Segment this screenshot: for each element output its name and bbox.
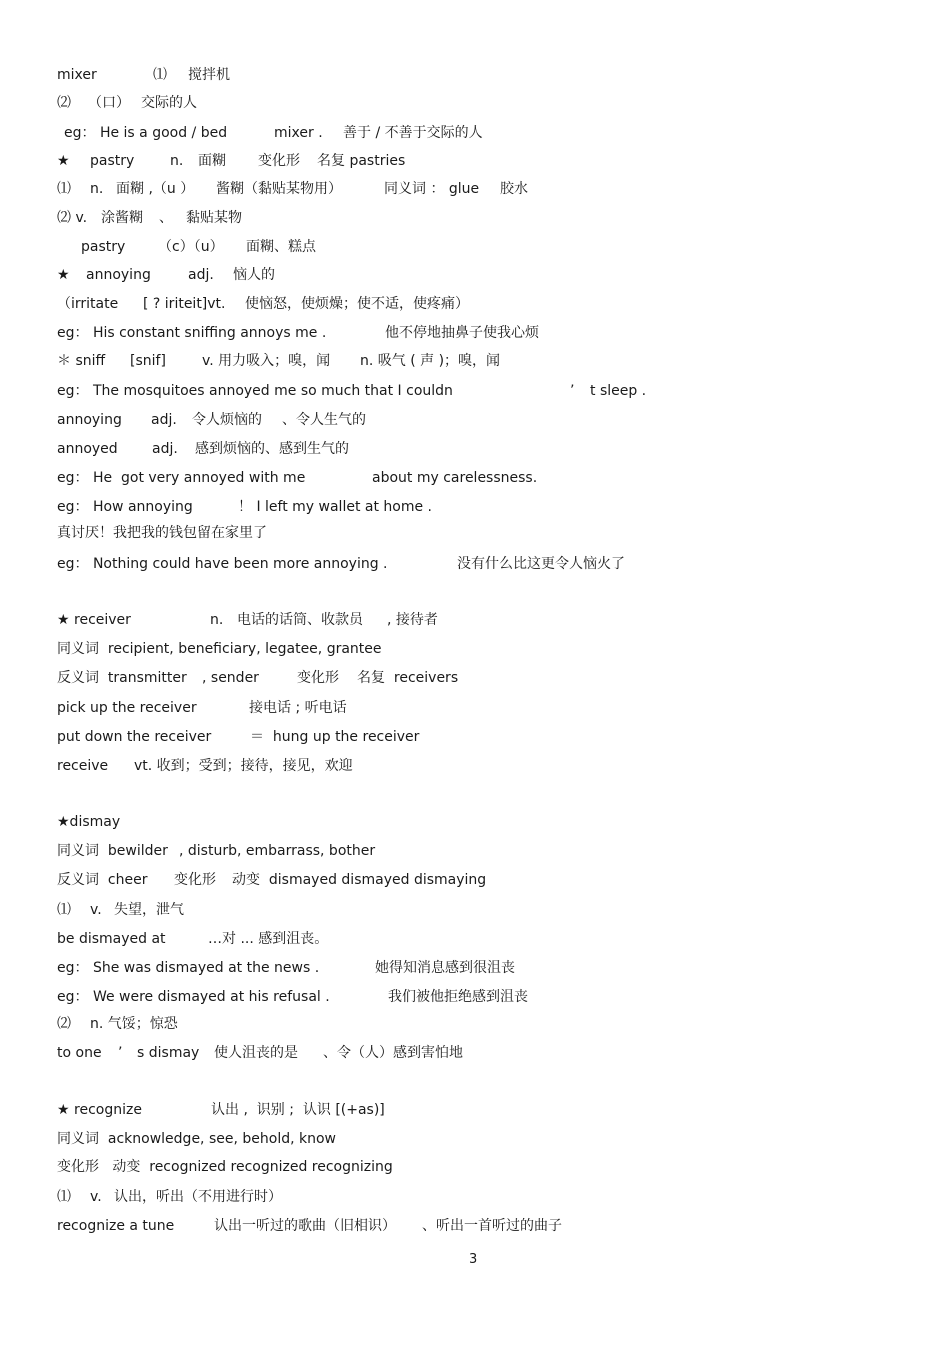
- text-segment: 搅拌机: [188, 67, 230, 83]
- text-segment: 、: [159, 210, 173, 226]
- text-segment: 名复 receivers: [357, 670, 459, 686]
- text-segment: annoying: [57, 412, 122, 428]
- text-segment: eg： Nothing could have been more annoying .: [57, 556, 388, 572]
- text-segment: 善于 / 不善于交际的人: [343, 125, 483, 141]
- text-segment: 黏贴某物: [186, 210, 242, 226]
- text-segment: 、令人生气的: [282, 412, 366, 428]
- text-segment: 他不停地抽鼻子使我心烦: [385, 325, 539, 341]
- text-segment: 使人沮丧的是: [214, 1045, 298, 1061]
- text-segment: 面糊: [198, 153, 226, 169]
- text-segment: ’: [118, 1045, 123, 1061]
- text-segment: 电话的话筒、收款员: [237, 612, 363, 628]
- text-segment: eg： His constant sniffing annoys me .: [57, 325, 327, 341]
- text-segment: ！ I left my wallet at home .: [238, 499, 432, 515]
- text-segment: , 接待者: [387, 612, 438, 628]
- text-segment: 同义词 recipient, beneficiary, legatee, grantee: [57, 641, 382, 657]
- text-segment: ’: [570, 383, 575, 399]
- text-segment: 同义词 bewilder: [57, 843, 168, 859]
- text-segment: v.: [90, 1189, 102, 1205]
- text-segment: adj.: [151, 412, 177, 428]
- text-segment: receive: [57, 758, 109, 774]
- text-segment: 面糊 ,（u ）: [116, 181, 195, 197]
- text-segment: v. 用力吸入；嗅，闻: [202, 353, 331, 369]
- text-segment: 接电话 ; 听电话: [249, 700, 347, 716]
- text-segment: 酱糊（黏贴某物用）: [216, 181, 342, 197]
- text-segment: ★: [57, 153, 70, 169]
- text-segment: to one: [57, 1045, 102, 1061]
- text-segment: 变化形 动变 recognized recognized recognizing: [57, 1159, 393, 1175]
- text-segment: 反义词 cheer: [57, 872, 148, 888]
- text-segment: 认出 , 识别 ; 认识 [(+as)]: [211, 1102, 385, 1118]
- text-segment: ★: [57, 267, 70, 283]
- text-segment: recognize a tune: [57, 1218, 175, 1234]
- text-segment: [snif]: [130, 353, 166, 369]
- text-segment: 认出一听过的歌曲（旧相识）: [214, 1218, 396, 1234]
- text-segment: be dismayed at: [57, 931, 166, 947]
- text-segment: ⑴: [57, 1189, 71, 1205]
- text-segment: 没有什么比这更令人恼火了: [457, 556, 625, 572]
- text-segment: 感到烦恼的、感到生气的: [195, 441, 349, 457]
- text-segment: …对 ... 感到沮丧。: [208, 931, 329, 947]
- text-segment: 胶水: [500, 181, 528, 197]
- text-segment: （c）（u）: [158, 239, 224, 255]
- text-segment: ⑵: [57, 1016, 71, 1032]
- text-segment: eg： He got very annoyed with me: [57, 470, 306, 486]
- text-segment: annoying: [86, 267, 151, 283]
- text-segment: pastry: [90, 153, 135, 169]
- text-segment: 变化形: [258, 153, 300, 169]
- text-segment: 认出，听出（不用进行时）: [114, 1189, 282, 1205]
- text-segment: mixer .: [274, 125, 323, 141]
- text-segment: annoyed: [57, 441, 118, 457]
- text-segment: adj.: [188, 267, 214, 283]
- text-segment: pastry: [81, 239, 126, 255]
- text-segment: put down the receiver: [57, 729, 212, 745]
- text-segment: , sender: [202, 670, 259, 686]
- text-segment: t sleep .: [590, 383, 647, 399]
- text-segment: ＝ hung up the receiver: [250, 729, 420, 745]
- text-segment: n. 吸气 ( 声 )；嗅，闻: [360, 353, 501, 369]
- text-segment: mixer: [57, 67, 97, 83]
- text-segment: 、令（人）感到害怕地: [323, 1045, 463, 1061]
- text-segment: 反义词 transmitter: [57, 670, 187, 686]
- text-segment: , disturb, embarrass, bother: [179, 843, 376, 859]
- text-segment: 、听出一首听过的曲子: [422, 1218, 562, 1234]
- text-segment: ⑴: [57, 902, 71, 918]
- text-segment: eg： We were dismayed at his refusal .: [57, 989, 330, 1005]
- text-segment: 涂酱糊: [101, 210, 143, 226]
- text-segment: 恼人的: [233, 267, 275, 283]
- text-segment: eg： The mosquitoes annoyed me so much that I couldn: [57, 383, 453, 399]
- text-segment: 同义词 ： glue: [384, 181, 480, 197]
- text-segment: eg： How annoying: [57, 499, 193, 515]
- text-segment: ★ recognize: [57, 1102, 142, 1118]
- text-segment: 变化形: [297, 670, 339, 686]
- text-segment: pick up the receiver: [57, 700, 197, 716]
- text-segment: （irritate: [57, 296, 119, 312]
- text-segment: n. 气馁；惊恐: [90, 1016, 178, 1032]
- text-segment: adj.: [152, 441, 178, 457]
- text-segment: 真讨厌！我把我的钱包留在家里了: [57, 525, 267, 541]
- text-segment: 她得知消息感到很沮丧: [375, 960, 515, 976]
- text-segment: vt. 收到；受到；接待，接见，欢迎: [134, 758, 353, 774]
- text-segment: n.: [90, 181, 104, 197]
- text-segment: 交际的人: [141, 95, 197, 111]
- text-segment: 失望，泄气: [114, 902, 184, 918]
- text-segment: 名复 pastries: [317, 153, 406, 169]
- text-segment: ＊ sniff: [57, 353, 106, 369]
- text-segment: 令人烦恼的: [192, 412, 262, 428]
- text-segment: about my carelessness.: [372, 470, 538, 486]
- text-segment: 我们被他拒绝感到沮丧: [388, 989, 528, 1005]
- text-segment: ★ receiver: [57, 612, 131, 628]
- text-segment: 变化形: [174, 872, 216, 888]
- text-segment: 动变 dismayed dismayed dismaying: [232, 872, 487, 888]
- text-segment: eg： He is a good / bed: [64, 125, 228, 141]
- text-segment: ★dismay: [57, 814, 121, 830]
- text-segment: ⑵ v.: [57, 210, 88, 226]
- text-segment: n.: [170, 153, 184, 169]
- text-segment: s dismay: [137, 1045, 200, 1061]
- text-segment: [ ? iriteit]vt.: [143, 296, 226, 312]
- text-segment: 同义词 acknowledge, see, behold, know: [57, 1131, 336, 1147]
- text-segment: ⑴: [57, 181, 71, 197]
- text-segment: （口）: [88, 95, 130, 111]
- text-segment: n.: [210, 612, 224, 628]
- text-segment: 使恼怒，使烦燥；使不适，使疼痛）: [245, 296, 469, 312]
- text-segment: ⑴: [153, 67, 167, 83]
- page-number: 3: [469, 1252, 478, 1267]
- text-segment: 面糊、糕点: [246, 239, 316, 255]
- text-segment: ⑵: [57, 95, 71, 111]
- text-segment: eg： She was dismayed at the news .: [57, 960, 320, 976]
- text-segment: v.: [90, 902, 102, 918]
